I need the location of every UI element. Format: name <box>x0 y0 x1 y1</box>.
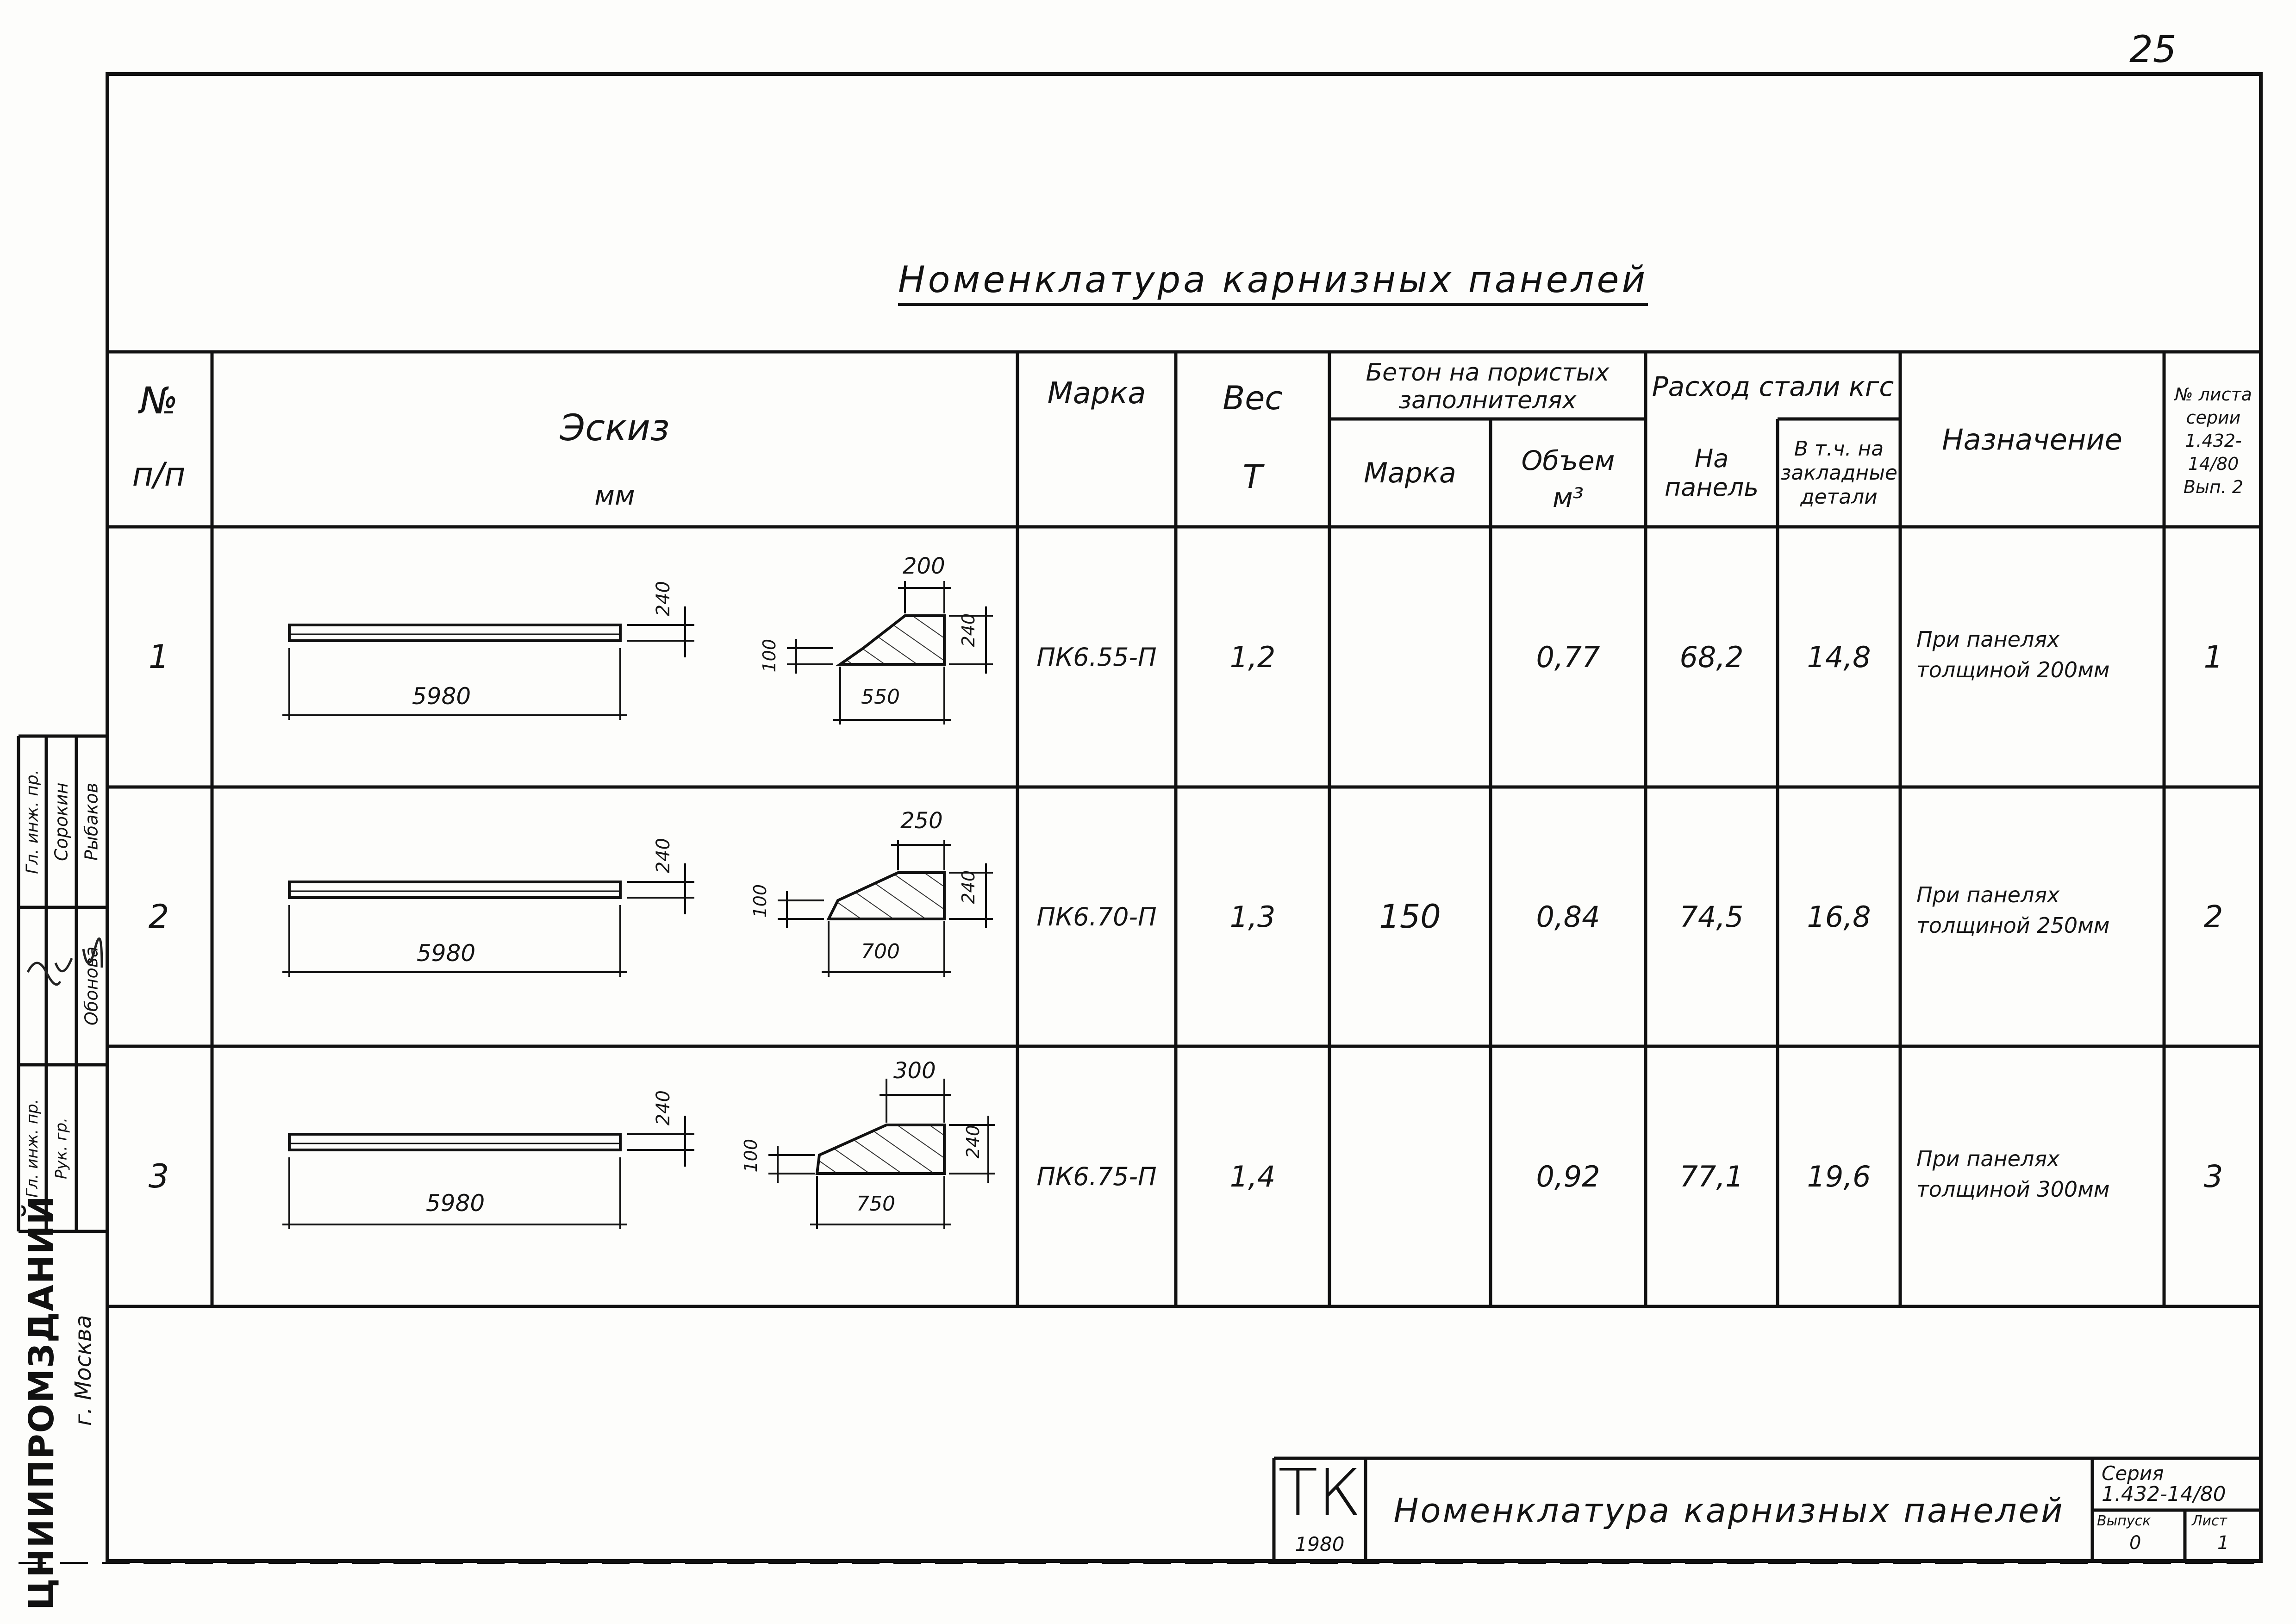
dim-left-height: 100 <box>741 1139 761 1173</box>
header-num: № <box>139 379 178 422</box>
header-weight: Вес <box>1223 379 1283 417</box>
header-concrete-mark: Марка <box>1364 456 1456 489</box>
title-block-issue-label: Выпуск <box>2097 1513 2151 1529</box>
row-num: 3 <box>148 1157 169 1195</box>
title-block-series-label: Серия <box>2102 1462 2164 1485</box>
stamp-city: г. Москва <box>70 1315 96 1426</box>
header-num-sub: п/п <box>132 456 186 493</box>
stamp-name-2: Рыбаков <box>81 782 102 861</box>
stamp-name-3: Обонова <box>81 946 102 1026</box>
dim-thickness: 240 <box>653 838 674 874</box>
row-num: 1 <box>148 638 169 676</box>
row-purpose-line-1: При панелях <box>1916 882 2060 907</box>
header-sketch: Эскиз <box>560 407 670 449</box>
header-purpose: Назначение <box>1942 422 2122 456</box>
title-block-sheet: 1 <box>2217 1532 2229 1554</box>
row-volume: 0,77 <box>1536 640 1600 674</box>
row-purpose-line-1: При панелях <box>1916 627 2060 652</box>
dim-right-height: 240 <box>958 870 979 904</box>
row-mark: ПК6.55-П <box>1036 642 1157 672</box>
dim-top-width: 200 <box>903 553 945 579</box>
title-block-logo: ТК <box>1278 1455 1361 1531</box>
stamp-name-1: Сорокин <box>51 782 72 861</box>
dim-thickness: 240 <box>653 581 674 617</box>
row-sheet: 3 <box>2203 1158 2223 1194</box>
dim-right-height: 240 <box>963 1125 983 1159</box>
header-concrete-volume-unit: м³ <box>1552 482 1584 513</box>
header-steel-panel: На панель <box>1664 443 1759 502</box>
row-volume: 0,92 <box>1536 1159 1600 1193</box>
row-purpose-line-2: толщиной 250мм <box>1916 913 2110 938</box>
header-concrete-volume: Объем <box>1521 445 1615 476</box>
row-mark: ПК6.70-П <box>1036 902 1157 931</box>
row-purpose-line-2: толщиной 200мм <box>1916 657 2110 682</box>
row-purpose-line-2: толщиной 300мм <box>1916 1177 2110 1202</box>
dim-left-height: 100 <box>759 639 780 673</box>
header-mark: Марка <box>1047 376 1146 411</box>
stamp-role-2: Рук. гр. <box>52 1117 71 1179</box>
dim-length: 5980 <box>426 1190 485 1217</box>
page-title: Номенклатура карнизных панелей <box>898 259 1648 306</box>
row-steel-embedded: 14,8 <box>1807 640 1871 674</box>
row-purpose-line-1: При панелях <box>1916 1146 2060 1171</box>
row-steel-panel: 68,2 <box>1679 640 1744 674</box>
row-steel-embedded: 16,8 <box>1807 899 1871 934</box>
dim-top-width: 300 <box>893 1058 936 1084</box>
row-steel-embedded: 19,6 <box>1807 1159 1871 1193</box>
dim-thickness: 240 <box>653 1090 674 1126</box>
header-sketch-unit: мм <box>594 480 635 511</box>
stamp-role-1b: Гл. инж. пр. <box>23 1099 42 1198</box>
title-block-title: Номенклатура карнизных панелей <box>1393 1491 2065 1530</box>
row-volume: 0,84 <box>1536 899 1600 934</box>
header-sheet: № листа серии 1.432-14/80 Вып. 2 <box>2175 384 2252 497</box>
stamp-org: ЦНИИПРОМЗДАНИЙ <box>22 1195 62 1611</box>
dim-bottom-width: 700 <box>861 940 900 963</box>
page-number: 25 <box>2129 28 2177 71</box>
row-sheet: 2 <box>2203 899 2223 935</box>
row-weight: 1,2 <box>1229 640 1276 674</box>
stamp-role-1: Гл. инж. пр. <box>23 769 42 874</box>
dim-bottom-width: 550 <box>861 685 900 709</box>
header-weight-unit: Т <box>1242 458 1263 496</box>
row-sheet: 1 <box>2203 639 2223 675</box>
row-num: 2 <box>148 898 169 936</box>
row-steel-panel: 77,1 <box>1679 1159 1744 1193</box>
row-weight: 1,3 <box>1229 899 1276 934</box>
dim-length: 5980 <box>412 683 471 710</box>
title-block-year: 1980 <box>1295 1532 1345 1555</box>
dim-right-height: 240 <box>958 613 979 647</box>
title-block-series: 1.432-14/80 <box>2102 1482 2226 1506</box>
row-weight: 1,4 <box>1229 1159 1276 1193</box>
title-block-sheet-label: Лист <box>2192 1513 2227 1529</box>
concrete-mark-value: 150 <box>1379 898 1441 936</box>
header-concrete: Бетон на пористых заполнителях <box>1366 359 1610 414</box>
header-steel: Расход стали кгс <box>1652 371 1894 402</box>
dim-length: 5980 <box>417 940 476 967</box>
dim-top-width: 250 <box>900 808 943 834</box>
dim-bottom-width: 750 <box>856 1192 895 1216</box>
title-block-issue: 0 <box>2129 1532 2141 1554</box>
header-steel-embedded: В т.ч. на закладные детали <box>1780 437 1898 509</box>
row-mark: ПК6.75-П <box>1036 1162 1157 1191</box>
row-steel-panel: 74,5 <box>1679 899 1744 934</box>
dim-left-height: 100 <box>750 884 770 918</box>
